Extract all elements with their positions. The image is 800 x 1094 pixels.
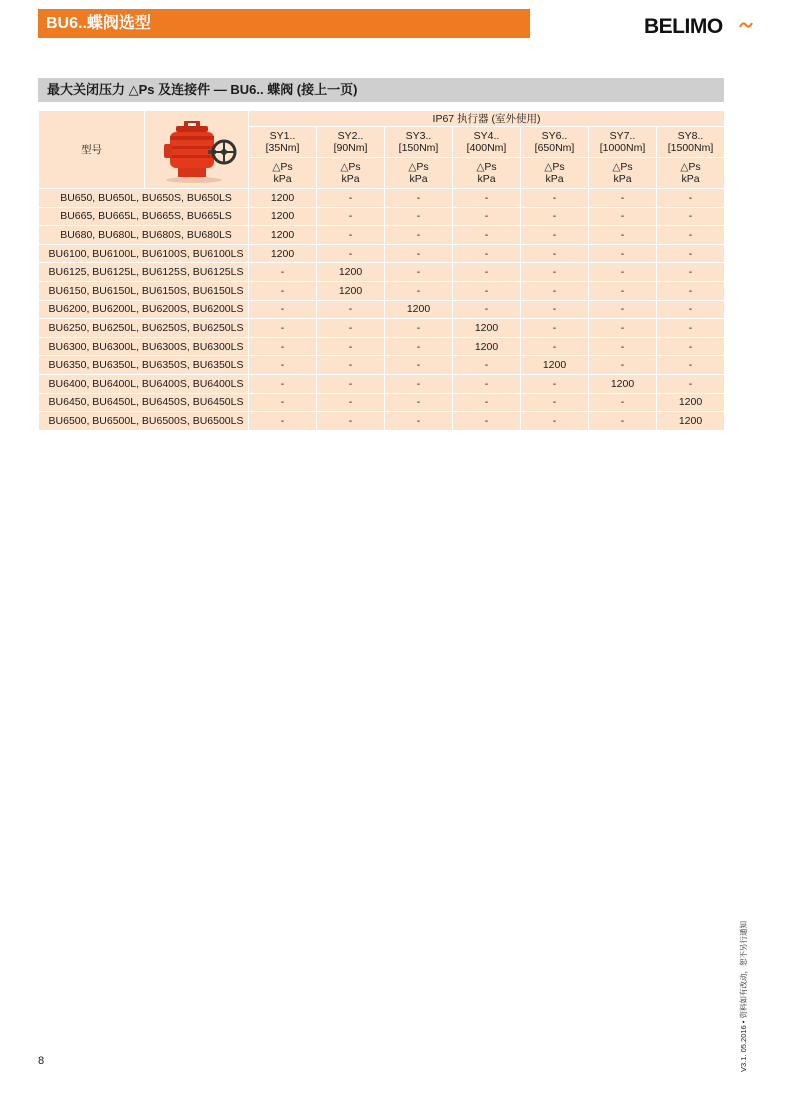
- pressure-cell: -: [589, 337, 657, 356]
- belimo-logo: [644, 12, 754, 40]
- unit-label: kPa: [341, 173, 360, 185]
- actuator-name: SY6..: [541, 130, 568, 142]
- pressure-cell: -: [589, 319, 657, 338]
- pressure-cell: -: [385, 207, 453, 226]
- pressure-cell: -: [657, 207, 725, 226]
- model-cell: BU6150, BU6150L, BU6150S, BU6150LS: [39, 281, 249, 300]
- pressure-cell: -: [453, 244, 521, 263]
- page-number: 8: [38, 1055, 45, 1067]
- pressure-cell: -: [589, 263, 657, 282]
- pressure-cell: -: [521, 374, 589, 393]
- pressure-cell: -: [521, 319, 589, 338]
- unit-label: kPa: [273, 173, 292, 185]
- table-row: [39, 263, 725, 282]
- unit-header: [521, 158, 589, 189]
- table-row: [39, 189, 725, 208]
- dp-label: △Ps: [612, 161, 633, 173]
- unit-label: kPa: [545, 173, 564, 185]
- pressure-cell: -: [453, 207, 521, 226]
- actuator-torque: [1000Nm]: [599, 142, 646, 154]
- pressure-cell: -: [317, 393, 385, 412]
- logo-text: BELIMO: [644, 15, 723, 38]
- dp-label: △Ps: [340, 161, 361, 173]
- pressure-cell: -: [453, 226, 521, 245]
- pressure-cell: -: [385, 319, 453, 338]
- dp-label: △Ps: [544, 161, 565, 173]
- pressure-cell: -: [453, 281, 521, 300]
- pressure-cell: -: [657, 337, 725, 356]
- dp-label: △Ps: [272, 161, 293, 173]
- pressure-cell: 1200: [249, 226, 317, 245]
- pressure-cell: -: [453, 263, 521, 282]
- pressure-cell: 1200: [657, 412, 725, 431]
- actuator-name: SY2..: [337, 130, 364, 142]
- pressure-cell: -: [521, 226, 589, 245]
- unit-header: [589, 158, 657, 189]
- dp-label: △Ps: [476, 161, 497, 173]
- unit-header: [249, 158, 317, 189]
- pressure-cell: -: [589, 244, 657, 263]
- pressure-cell: -: [589, 300, 657, 319]
- pressure-cell: 1200: [317, 281, 385, 300]
- pressure-cell: -: [521, 263, 589, 282]
- pressure-cell: -: [521, 244, 589, 263]
- pressure-cell: 1200: [453, 337, 521, 356]
- pressure-cell: -: [453, 393, 521, 412]
- table-row: [39, 337, 725, 356]
- pressure-cell: 1200: [249, 189, 317, 208]
- pressure-cell: -: [317, 412, 385, 431]
- pressure-cell: -: [657, 356, 725, 375]
- model-cell: BU680, BU680L, BU680S, BU680LS: [39, 226, 249, 245]
- logo-mark-icon: [739, 12, 753, 36]
- pressure-cell: 1200: [521, 356, 589, 375]
- pressure-cell: -: [249, 374, 317, 393]
- pressure-cell: 1200: [249, 244, 317, 263]
- dp-label: △Ps: [680, 161, 701, 173]
- unit-header: [385, 158, 453, 189]
- page-title: BU6..蝶阀选型: [38, 9, 530, 38]
- pressure-cell: -: [589, 189, 657, 208]
- pressure-cell: -: [521, 189, 589, 208]
- pressure-cell: -: [521, 207, 589, 226]
- table-row: [39, 244, 725, 263]
- model-cell: BU6400, BU6400L, BU6400S, BU6400LS: [39, 374, 249, 393]
- pressure-cell: -: [657, 189, 725, 208]
- pressure-cell: -: [657, 263, 725, 282]
- actuator-torque: [400Nm]: [466, 142, 507, 154]
- actuator-header: [521, 127, 589, 158]
- model-header: 型号: [39, 111, 145, 189]
- pressure-cell: -: [589, 207, 657, 226]
- unit-label: kPa: [409, 173, 428, 185]
- unit-label: kPa: [477, 173, 496, 185]
- pressure-cell: -: [521, 412, 589, 431]
- pressure-cell: 1200: [249, 207, 317, 226]
- unit-header: [317, 158, 385, 189]
- pressure-cell: -: [657, 319, 725, 338]
- pressure-cell: -: [317, 374, 385, 393]
- pressure-cell: 1200: [453, 319, 521, 338]
- pressure-cell: -: [589, 226, 657, 245]
- actuator-torque: [35Nm]: [265, 142, 300, 154]
- pressure-cell: -: [385, 263, 453, 282]
- pressure-cell: 1200: [589, 374, 657, 393]
- model-cell: BU6500, BU6500L, BU6500S, BU6500LS: [39, 412, 249, 431]
- table-row: [39, 319, 725, 338]
- pressure-cell: -: [385, 412, 453, 431]
- unit-label: kPa: [681, 173, 700, 185]
- pressure-cell: -: [589, 281, 657, 300]
- pressure-cell: -: [453, 356, 521, 375]
- pressure-cell: -: [453, 300, 521, 319]
- actuator-name: SY7..: [609, 130, 636, 142]
- model-cell: BU6450, BU6450L, BU6450S, BU6450LS: [39, 393, 249, 412]
- unit-header: [657, 158, 725, 189]
- actuator-torque: [150Nm]: [398, 142, 439, 154]
- pressure-cell: -: [249, 281, 317, 300]
- pressure-cell: -: [249, 337, 317, 356]
- pressure-cell: 1200: [317, 263, 385, 282]
- pressure-cell: -: [317, 207, 385, 226]
- section-header: 最大关闭压力 △Ps 及连接件 — BU6.. 蝶阀 (接上一页): [38, 78, 724, 102]
- pressure-cell: -: [317, 244, 385, 263]
- pressure-cell: -: [385, 356, 453, 375]
- model-cell: BU6125, BU6125L, BU6125S, BU6125LS: [39, 263, 249, 282]
- pressure-cell: -: [453, 189, 521, 208]
- footer-note: V3.1. 05.2016 • 资料如有改动，恕不另行通知: [739, 921, 748, 1072]
- actuator-torque: [90Nm]: [333, 142, 368, 154]
- pressure-cell: -: [249, 300, 317, 319]
- dp-label: △Ps: [408, 161, 429, 173]
- actuator-header: [657, 127, 725, 158]
- model-cell: BU6300, BU6300L, BU6300S, BU6300LS: [39, 337, 249, 356]
- pressure-cell: 1200: [657, 393, 725, 412]
- pressure-cell: -: [249, 356, 317, 375]
- pressure-cell: -: [317, 189, 385, 208]
- pressure-cell: -: [249, 319, 317, 338]
- pressure-cell: -: [657, 281, 725, 300]
- pressure-cell: -: [589, 393, 657, 412]
- pressure-cell: -: [385, 393, 453, 412]
- pressure-cell: -: [521, 300, 589, 319]
- pressure-cell: -: [453, 412, 521, 431]
- pressure-cell: -: [521, 337, 589, 356]
- model-cell: BU665, BU665L, BU665S, BU665LS: [39, 207, 249, 226]
- pressure-cell: -: [317, 300, 385, 319]
- pressure-cell: -: [249, 393, 317, 412]
- table-row: [39, 281, 725, 300]
- model-cell: BU6350, BU6350L, BU6350S, BU6350LS: [39, 356, 249, 375]
- pressure-cell: -: [453, 374, 521, 393]
- actuator-torque: [1500Nm]: [667, 142, 714, 154]
- pressure-cell: -: [385, 244, 453, 263]
- table-row: [39, 393, 725, 412]
- pressure-cell: -: [317, 226, 385, 245]
- actuator-header: [453, 127, 521, 158]
- table-row: [39, 300, 725, 319]
- pressure-cell: -: [657, 374, 725, 393]
- actuator-name: SY4..: [473, 130, 500, 142]
- actuator-name: SY1..: [269, 130, 296, 142]
- actuator-name: SY8..: [677, 130, 704, 142]
- model-cell: BU650, BU650L, BU650S, BU650LS: [39, 189, 249, 208]
- table-row: [39, 412, 725, 431]
- actuator-image-cell: [145, 111, 249, 189]
- pressure-cell: -: [317, 319, 385, 338]
- table-row: [39, 356, 725, 375]
- selection-table: [38, 110, 725, 431]
- actuator-header: [249, 127, 317, 158]
- model-cell: BU6250, BU6250L, BU6250S, BU6250LS: [39, 319, 249, 338]
- pressure-cell: -: [385, 189, 453, 208]
- actuator-header: [317, 127, 385, 158]
- table-body: [39, 189, 725, 431]
- pressure-cell: -: [385, 226, 453, 245]
- pressure-cell: -: [521, 393, 589, 412]
- actuator-header: [589, 127, 657, 158]
- pressure-cell: -: [385, 281, 453, 300]
- pressure-cell: -: [657, 226, 725, 245]
- pressure-cell: -: [385, 337, 453, 356]
- unit-header: [453, 158, 521, 189]
- pressure-cell: -: [589, 356, 657, 375]
- pressure-cell: -: [317, 356, 385, 375]
- model-cell: BU6100, BU6100L, BU6100S, BU6100LS: [39, 244, 249, 263]
- table-row: [39, 207, 725, 226]
- table-row: [39, 226, 725, 245]
- pressure-cell: -: [385, 374, 453, 393]
- actuator-image: [154, 114, 240, 186]
- pressure-cell: -: [657, 300, 725, 319]
- actuator-torque: [650Nm]: [534, 142, 575, 154]
- pressure-cell: -: [249, 263, 317, 282]
- pressure-cell: -: [317, 337, 385, 356]
- pressure-cell: 1200: [385, 300, 453, 319]
- table-row: [39, 374, 725, 393]
- group-header: IP67 执行器 (室外使用): [249, 111, 725, 127]
- actuator-header: [385, 127, 453, 158]
- unit-label: kPa: [613, 173, 632, 185]
- pressure-cell: -: [657, 244, 725, 263]
- pressure-cell: -: [249, 412, 317, 431]
- pressure-cell: -: [521, 281, 589, 300]
- model-cell: BU6200, BU6200L, BU6200S, BU6200LS: [39, 300, 249, 319]
- actuator-name: SY3..: [405, 130, 432, 142]
- pressure-cell: -: [589, 412, 657, 431]
